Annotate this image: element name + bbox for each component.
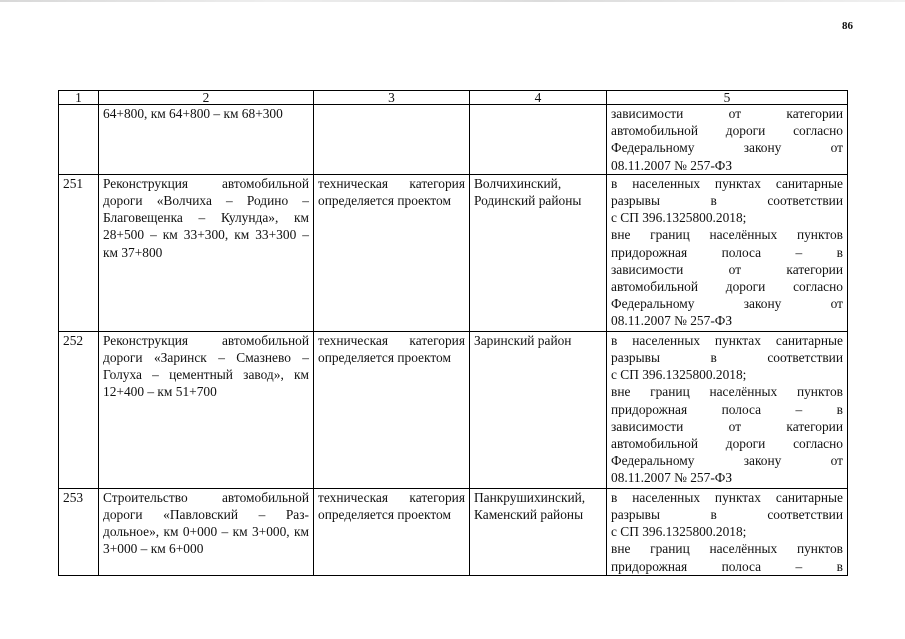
norm-line: вне границ населённых пунктов xyxy=(611,384,843,400)
object-description: Реконструкция автомобильной дороги «Волчиха – Родино – Благовещенка – Кулунда», км 28+500 – км 33+300, км 33+300 – км 37+800 xyxy=(99,174,314,331)
norm-line: придорожная полоса – в xyxy=(611,244,843,260)
norm-line: зависимости от категории xyxy=(611,418,843,434)
norm-line: разрывы в соответствии xyxy=(611,507,843,523)
table-header-row xyxy=(59,91,848,105)
norm-line: придорожная полоса – в xyxy=(611,558,843,574)
norm-line: Федеральному закону от xyxy=(611,453,843,469)
table-row xyxy=(59,105,848,175)
norm-line: зависимости от категории xyxy=(611,261,843,277)
norm-text xyxy=(607,331,848,488)
norm-line: с СП 396.1325800.2018; xyxy=(611,524,747,540)
norm-line: автомобильной дороги согласно xyxy=(611,123,843,139)
object-description: Реконструкция автомобильной дороги «Заринск – Смазнево – Голуха – цементный завод», км 12+400 – км 51+700 xyxy=(99,331,314,488)
norm-line: 08.11.2007 № 257-ФЗ xyxy=(611,313,733,329)
header-col-4: 4 xyxy=(470,91,607,105)
page-number: 86 xyxy=(842,20,853,32)
object-description: 64+800, км 64+800 – км 68+300 xyxy=(99,105,314,175)
norm-text xyxy=(607,174,848,331)
norm-line: Федеральному закону от xyxy=(611,296,843,312)
norm-line: в населенных пунктах санитарные xyxy=(611,489,843,505)
header-col-2: 2 xyxy=(99,91,314,105)
object-category: техническая категория определяется проектом xyxy=(314,488,470,575)
norm-line: зависимости от категории xyxy=(611,106,843,121)
norm-line: 08.11.2007 № 257-ФЗ xyxy=(611,470,733,486)
norm-line: с СП 396.1325800.2018; xyxy=(611,367,747,383)
norm-line: придорожная полоса – в xyxy=(611,401,843,417)
norm-line: в населенных пунктах санитарные xyxy=(611,332,843,348)
object-category xyxy=(314,105,470,175)
object-area xyxy=(470,105,607,175)
table-row xyxy=(59,174,848,331)
norm-line: автомобильной дороги согласно xyxy=(611,279,843,295)
norm-line: разрывы в соответствии xyxy=(611,350,843,366)
norm-line: вне границ населённых пунктов xyxy=(611,541,843,557)
row-number: 251 xyxy=(59,174,99,331)
row-number xyxy=(59,105,99,175)
object-category: техническая категория определяется проектом xyxy=(314,331,470,488)
header-col-1: 1 xyxy=(59,91,99,105)
scan-edge xyxy=(0,0,905,2)
roads-table xyxy=(58,90,848,576)
table-row xyxy=(59,331,848,488)
norm-line: разрывы в соответствии xyxy=(611,193,843,209)
norm-text xyxy=(607,488,848,575)
norm-line: Федеральному закону от xyxy=(611,140,843,156)
object-area: Волчихинский, Родинский районы xyxy=(470,174,607,331)
norm-line: в населенных пунктах санитарные xyxy=(611,175,843,191)
header-col-5: 5 xyxy=(607,91,848,105)
table-body xyxy=(59,105,848,576)
norm-line: вне границ населённых пунктов xyxy=(611,227,843,243)
object-area: Панкрушихинский, Каменский районы xyxy=(470,488,607,575)
norm-line: с СП 396.1325800.2018; xyxy=(611,210,747,226)
object-category: техническая категория определяется проектом xyxy=(314,174,470,331)
object-description: Строительство автомобильной дороги «Павловский – Раз-дольное», км 0+000 – км 3+000, км 3+000 – км 6+000 xyxy=(99,488,314,575)
header-col-3: 3 xyxy=(314,91,470,105)
row-number: 252 xyxy=(59,331,99,488)
norm-line: автомобильной дороги согласно xyxy=(611,436,843,452)
object-area: Заринский район xyxy=(470,331,607,488)
norm-line: 08.11.2007 № 257-ФЗ xyxy=(611,157,733,173)
norm-text xyxy=(607,105,848,175)
table-row xyxy=(59,488,848,575)
row-number: 253 xyxy=(59,488,99,575)
